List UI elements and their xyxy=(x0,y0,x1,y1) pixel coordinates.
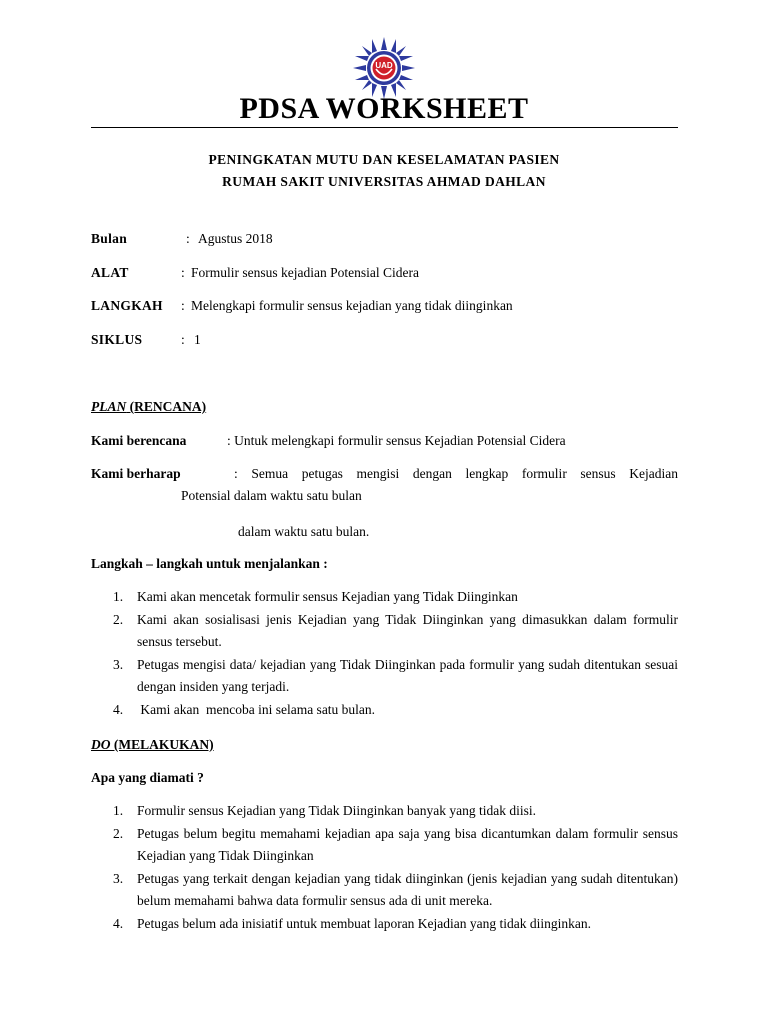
do-observed-heading: Apa yang diamati ? xyxy=(91,770,204,785)
info-value-bulan: Agustus 2018 xyxy=(198,231,273,246)
do-heading xyxy=(91,737,214,753)
list-item: 2. Petugas belum begitu memahami kejadian apa saja yang bisa dicantumkan dalam formulir sensus Kejadian yang Tidak Diinginkan xyxy=(113,825,678,863)
list-item: 1. Kami akan mencetak formulir sensus Kejadian yang Tidak Diinginkan xyxy=(113,589,518,604)
plan-heading-italic: PLAN xyxy=(91,399,127,414)
plan-steps-list xyxy=(91,586,678,721)
info-value-alat: Formulir sensus kejadian Potensial Cidera xyxy=(191,265,419,280)
plan-heading xyxy=(91,399,206,415)
plan-berencana-label: Kami berencana xyxy=(91,433,187,448)
list-item: 1. Formulir sensus Kejadian yang Tidak Diinginkan banyak yang tidak diisi. xyxy=(113,803,536,818)
plan-steps-heading: Langkah – langkah untuk menjalankan : xyxy=(91,556,328,571)
plan-berharap-label: Kami berharap xyxy=(91,466,181,481)
title-divider xyxy=(91,127,678,128)
list-item: 4. Petugas belum ada inisiatif untuk membuat laporan Kejadian yang tidak diinginkan. xyxy=(113,915,592,931)
info-label-langkah: LANGKAH xyxy=(91,298,163,313)
subtitle-line-2: RUMAH SAKIT UNIVERSITAS AHMAD DAHLAN xyxy=(222,174,546,189)
plan-berharap-line-3: dalam waktu satu bulan. xyxy=(238,524,370,539)
info-sep-alat: : xyxy=(181,265,185,280)
info-sep-siklus: : xyxy=(181,332,185,347)
uad-logo-icon xyxy=(352,36,416,100)
svg-text:UAD: UAD xyxy=(375,61,393,70)
info-sep-langkah: : xyxy=(181,298,185,313)
list-item: 2. Kami akan sosialisasi jenis Kejadian yang Tidak Diinginkan yang dimasukkan dalam formulir sensus tersebut. xyxy=(113,611,678,649)
info-label-alat: ALAT xyxy=(91,265,129,280)
page-title: PDSA WORKSHEET xyxy=(239,92,529,125)
plan-berencana-value: : Untuk melengkapi formulir sensus Kejadian Potensial Cidera xyxy=(227,433,566,448)
do-heading-italic: DO xyxy=(91,737,111,752)
info-sep-bulan: : xyxy=(186,231,190,246)
plan-berharap-line-2: Potensial dalam waktu satu bulan xyxy=(181,488,362,503)
subtitle-line-1: PENINGKATAN MUTU DAN KESELAMATAN PASIEN xyxy=(208,152,560,167)
do-observations-list xyxy=(91,800,678,935)
plan-berharap-line-1: : Semua petugas mengisi dengan lengkap formulir sensus Kejadian xyxy=(234,466,678,481)
do-heading-rest: (MELAKUKAN) xyxy=(110,737,214,752)
list-item: 3. Petugas yang terkait dengan kejadian yang tidak diinginkan (jenis kejadian yang sudah ditentukan) belum memahami bahwa data formulir sensus ada di unit mereka. xyxy=(113,870,678,908)
info-value-langkah: Melengkapi formulir sensus kejadian yang tidak diinginkan xyxy=(191,298,513,313)
info-label-bulan: Bulan xyxy=(91,231,128,246)
info-value-siklus: 1 xyxy=(194,332,201,347)
list-item: 3. Petugas mengisi data/ kejadian yang Tidak Diinginkan pada formulir yang sudah ditentukan sesuai dengan insiden yang terjadi. xyxy=(113,656,678,694)
list-item: 4. Kami akan mencoba ini selama satu bulan. xyxy=(113,701,376,717)
info-label-siklus: SIKLUS xyxy=(91,332,143,347)
plan-heading-rest: (RENCANA) xyxy=(126,399,207,414)
